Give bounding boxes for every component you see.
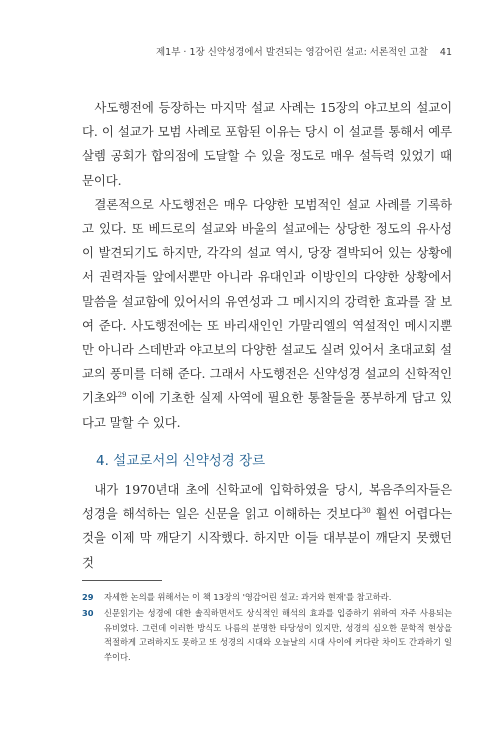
paragraph-text: 결론적으로 사도행전은 매우 다양한 모범적인 설교 사례를 기록하고 있다. 또 베드로의 설교와 바울의 설교에는 상당한 정도의 유사성이 발견되기도 하지만, 각각의 설교 역시, 당장 결박되어 있는 상황에서 권력자들 앞에서뿐만 아니라 유대인과 이방인의 다양한 상황에서 말씀을 설교함에 있어서의 유연성과 그 메시지의 강력한 효과를 잘 보여 준다. 사도행전에는 또 바리새인인 가말리엘의 역설적인 메시지뿐만 아니라 스데반과 야고보의 다양한 설교도 실려 있어서 초대교회 설교의 풍미를 더해 준다. 그래서 사도행전은 신약성경 설교의 신학적인 기초와	[82, 196, 452, 406]
section-heading: 4. 설교로서의 신약성경 장르	[96, 453, 266, 470]
body-text-section-2	[82, 478, 452, 575]
running-title: 제1부 · 1장 신약성경에서 발견되는 영감어린 설교: 서론적인 고찰	[156, 47, 428, 58]
paragraph-text: 이에 기초한 실제 사역에 필요한 통찰들을 풍부하게 담고 있다고 말할 수 있다.	[82, 390, 452, 430]
paragraph: 사도행전에 등장하는 마지막 설교 사례는 15장의 야고보의 설교이다. 이 설교가 모범 사례로 포함된 이유는 당시 이 설교를 통해서 예루살렘 공회가 합의점에 도달할 수 있을 정도로 매우 설득력 있었기 때문이다.	[82, 100, 452, 188]
body-text-section-1	[82, 96, 452, 435]
footnote-number: 30	[82, 608, 94, 619]
footnote-ref: 29	[117, 391, 127, 400]
footnotes	[82, 590, 452, 666]
footnote-ref: 30	[361, 507, 371, 516]
footnote-text: 자세한 논의를 위해서는 이 책 13장의 '영감어린 설교: 과거와 현재'를 참고하라.	[104, 592, 392, 602]
footnote-divider	[82, 580, 162, 581]
running-header	[156, 44, 452, 58]
paragraph	[82, 193, 452, 435]
paragraph	[82, 478, 452, 575]
footnote-number: 29	[82, 592, 94, 602]
paragraph-text: 훨씬 어렵다는 것을 이제 막 깨닫기 시작했다. 하지만 이들 대부분이 깨닫지 못했던 것	[82, 506, 452, 570]
paragraph-text: 내가 1970년대 초에 신학교에 입학하였을 당시, 복음주의자들은 성경을 해석하는 일은 신문을 읽고 이해하는 것보다	[82, 482, 452, 522]
footnote	[82, 606, 452, 664]
footnote	[82, 590, 452, 604]
footnote-text: 신문읽기는 성경에 대한 솔직하면서도 상식적인 해석의 효과를 입증하기 위하여 자주 사용되는 유비였다. 그런데 이러한 방식도 나름의 분명한 타당성이 있지만, 성경의 심오한 문학적 현상을 적절하게 고려하지도 못하고 또 성경의 시대와 오늘날의 시대 사이에 커다란 차이도 간과하기 일쑤이다.	[104, 608, 452, 662]
page-number: 41	[439, 47, 452, 58]
